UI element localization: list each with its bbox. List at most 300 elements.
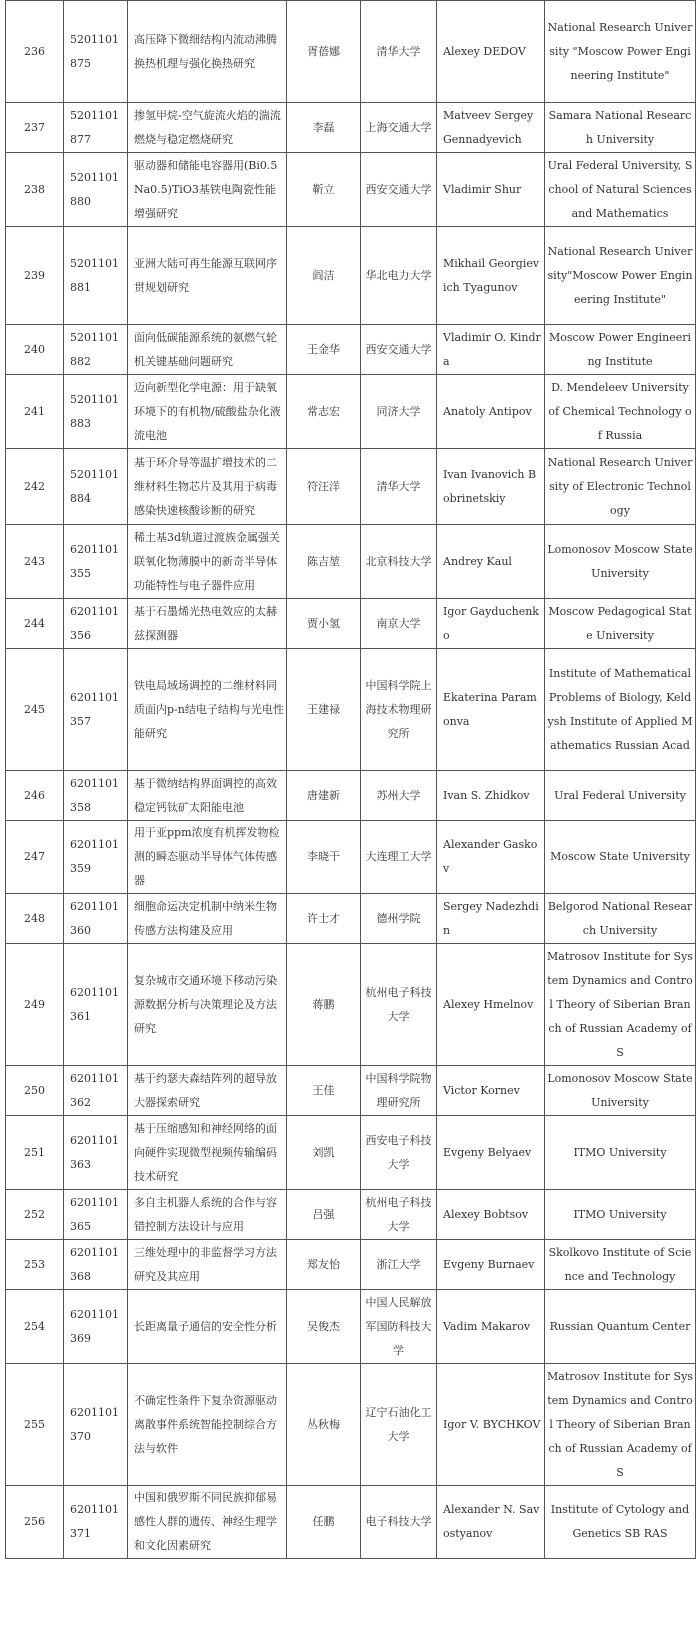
project-table bbox=[5, 0, 696, 1559]
chinese-leader-cell bbox=[287, 153, 361, 227]
project-title-cell bbox=[128, 821, 287, 894]
chinese-leader-cell bbox=[287, 599, 361, 649]
russian-institution-cell bbox=[545, 227, 696, 325]
row-number: 256 bbox=[24, 1515, 45, 1528]
row-number: 255 bbox=[24, 1417, 45, 1431]
row-number-cell bbox=[6, 1190, 64, 1240]
chinese-leader-cell bbox=[287, 894, 361, 944]
russian-institution-cell bbox=[545, 649, 696, 771]
russian-leader-cell bbox=[437, 944, 545, 1066]
row-number: 246 bbox=[24, 788, 45, 802]
chinese-leader: 吴俊杰 bbox=[307, 1319, 340, 1333]
project-id: 6201101363 bbox=[70, 1133, 119, 1171]
chinese-institution-cell bbox=[361, 1364, 437, 1486]
chinese-institution: 同济大学 bbox=[376, 404, 421, 418]
project-title-cell bbox=[128, 525, 287, 599]
russian-leader-cell bbox=[437, 1364, 545, 1486]
project-id: 6201101361 bbox=[70, 985, 119, 1023]
project-id: 6201101357 bbox=[70, 690, 119, 728]
project-title-cell bbox=[128, 103, 287, 153]
chinese-leader: 王建禄 bbox=[307, 702, 340, 716]
project-title-cell bbox=[128, 449, 287, 525]
russian-leader-cell bbox=[437, 1290, 545, 1364]
row-number-cell bbox=[6, 821, 64, 894]
russian-leader: Alexander Gaskov bbox=[443, 838, 538, 875]
row-number: 252 bbox=[24, 1207, 45, 1221]
project-id-cell bbox=[64, 1290, 128, 1364]
russian-leader-cell bbox=[437, 599, 545, 649]
table-row bbox=[6, 1486, 696, 1559]
chinese-institution-cell bbox=[361, 103, 437, 153]
chinese-institution: 西安交通大学 bbox=[365, 182, 432, 196]
row-number-cell bbox=[6, 1, 64, 103]
project-title: 驱动器和储能电容器用(Bi0.5Na0.5)TiO3基铁电陶瓷性能增强研究 bbox=[134, 158, 278, 220]
russian-institution-cell bbox=[545, 1116, 696, 1190]
project-title: 铁电局域场调控的二维材料同质面内p-n结电子结构与光电性能研究 bbox=[134, 678, 284, 740]
russian-institution-cell bbox=[545, 894, 696, 944]
project-id-cell bbox=[64, 525, 128, 599]
row-number-cell bbox=[6, 525, 64, 599]
chinese-leader: 刘凯 bbox=[312, 1145, 335, 1159]
chinese-leader-cell bbox=[287, 103, 361, 153]
russian-institution: National Research University"Moscow Power Engineering Institute" bbox=[547, 244, 693, 306]
project-id: 5201101884 bbox=[70, 467, 119, 505]
project-title-cell bbox=[128, 649, 287, 771]
russian-institution: Matrosov Institute for System Dynamics and Control Theory of Siberian Branch of Russian Academy of S bbox=[547, 949, 693, 1059]
russian-institution: Belgorod National Research University bbox=[547, 899, 693, 937]
chinese-leader-cell bbox=[287, 821, 361, 894]
russian-leader: Evgeny Burnaev bbox=[443, 1257, 535, 1271]
russian-leader-cell bbox=[437, 449, 545, 525]
row-number-cell bbox=[6, 1066, 64, 1116]
project-title: 高压降下微细结构内流动沸腾换热机理与强化换热研究 bbox=[134, 32, 277, 70]
project-id: 5201101883 bbox=[70, 392, 119, 430]
row-number-cell bbox=[6, 1364, 64, 1486]
table-row bbox=[6, 599, 696, 649]
chinese-leader: 陈吉堃 bbox=[307, 554, 340, 568]
row-number: 250 bbox=[24, 1083, 45, 1097]
chinese-leader-cell bbox=[287, 944, 361, 1066]
chinese-institution: 中国科学院上海技术物理研究所 bbox=[365, 678, 432, 740]
chinese-institution-cell bbox=[361, 649, 437, 771]
chinese-leader: 王佳 bbox=[312, 1083, 335, 1097]
russian-leader: Ivan S. Zhidkov bbox=[443, 788, 530, 802]
project-title: 用于亚ppm浓度有机挥发物检测的瞬态驱动半导体气体传感器 bbox=[134, 826, 280, 887]
table-row bbox=[6, 1290, 696, 1364]
chinese-leader: 任鹏 bbox=[312, 1515, 335, 1528]
russian-institution-cell bbox=[545, 1486, 696, 1559]
chinese-institution-cell bbox=[361, 525, 437, 599]
russian-leader-cell bbox=[437, 1240, 545, 1290]
russian-leader-cell bbox=[437, 375, 545, 449]
chinese-leader: 贾小氢 bbox=[307, 616, 340, 630]
chinese-leader-cell bbox=[287, 1240, 361, 1290]
row-number-cell bbox=[6, 649, 64, 771]
project-title: 中国和俄罗斯不同民族抑郁易感性人群的遗传、神经生理学和文化因素研究 bbox=[134, 1491, 277, 1552]
chinese-institution: 清华大学 bbox=[376, 44, 421, 58]
russian-institution: Lomonosov Moscow State University bbox=[547, 1071, 693, 1109]
project-id: 6201101355 bbox=[70, 542, 119, 580]
row-number: 251 bbox=[24, 1145, 45, 1159]
project-id: 6201101362 bbox=[70, 1071, 119, 1109]
chinese-institution: 华北电力大学 bbox=[365, 268, 432, 282]
row-number: 253 bbox=[24, 1257, 45, 1271]
chinese-institution: 北京科技大学 bbox=[365, 554, 432, 568]
russian-institution: ITMO University bbox=[573, 1145, 667, 1159]
russian-leader: Igor V. BYCHKOV bbox=[443, 1417, 541, 1431]
project-id-cell bbox=[64, 153, 128, 227]
russian-leader-cell bbox=[437, 1066, 545, 1116]
russian-leader: Sergey Nadezhdin bbox=[443, 899, 539, 937]
chinese-leader-cell bbox=[287, 227, 361, 325]
table-row bbox=[6, 1190, 696, 1240]
chinese-institution: 杭州电子科技大学 bbox=[365, 1195, 432, 1233]
russian-leader-cell bbox=[437, 649, 545, 771]
chinese-leader: 王金华 bbox=[307, 342, 340, 356]
russian-leader-cell bbox=[437, 1, 545, 103]
table-row bbox=[6, 944, 696, 1066]
russian-institution-cell bbox=[545, 1066, 696, 1116]
row-number-cell bbox=[6, 375, 64, 449]
project-id: 6201101356 bbox=[70, 604, 119, 642]
row-number-cell bbox=[6, 1240, 64, 1290]
project-title: 三维处理中的非监督学习方法研究及其应用 bbox=[134, 1245, 277, 1283]
table-row bbox=[6, 153, 696, 227]
row-number-cell bbox=[6, 1290, 64, 1364]
russian-institution: Moscow State University bbox=[550, 850, 690, 863]
project-id-cell bbox=[64, 1364, 128, 1486]
row-number-cell bbox=[6, 103, 64, 153]
row-number: 249 bbox=[24, 997, 45, 1011]
chinese-leader: 蒋鹏 bbox=[312, 997, 335, 1011]
project-id-cell bbox=[64, 1190, 128, 1240]
russian-institution-cell bbox=[545, 771, 696, 821]
project-title: 迈向新型化学电源：用于缺氧环境下的有机物/硫酸盐杂化液流电池 bbox=[134, 380, 281, 442]
russian-leader: Anatoly Antipov bbox=[443, 404, 532, 418]
project-id: 5201101880 bbox=[70, 170, 119, 208]
chinese-leader-cell bbox=[287, 771, 361, 821]
russian-institution: Lomonosov Moscow State University bbox=[547, 542, 693, 580]
russian-leader-cell bbox=[437, 894, 545, 944]
row-number: 247 bbox=[24, 850, 45, 863]
project-id-cell bbox=[64, 894, 128, 944]
chinese-leader-cell bbox=[287, 649, 361, 771]
table-row bbox=[6, 325, 696, 375]
project-title: 面向低碳能源系统的氨燃气轮机关键基础问题研究 bbox=[134, 330, 277, 368]
russian-leader-cell bbox=[437, 1486, 545, 1559]
project-title-cell bbox=[128, 1364, 287, 1486]
russian-leader: Vladimir O. Kindra bbox=[443, 330, 541, 368]
project-id: 6201101359 bbox=[70, 838, 119, 875]
project-id-cell bbox=[64, 599, 128, 649]
russian-leader-cell bbox=[437, 1116, 545, 1190]
project-title: 基于微纳结构界面调控的高效稳定钙钛矿太阳能电池 bbox=[134, 776, 277, 814]
row-number: 238 bbox=[24, 182, 45, 196]
project-id: 6201101368 bbox=[70, 1245, 119, 1283]
table-row bbox=[6, 1, 696, 103]
chinese-institution: 西安电子科技大学 bbox=[365, 1133, 432, 1171]
table-row bbox=[6, 449, 696, 525]
project-table-page bbox=[5, 0, 695, 1559]
chinese-institution-cell bbox=[361, 1240, 437, 1290]
project-title-cell bbox=[128, 894, 287, 944]
project-title: 基于约瑟夫森结阵列的超导放大器探索研究 bbox=[134, 1071, 277, 1109]
table-row bbox=[6, 1116, 696, 1190]
chinese-institution-cell bbox=[361, 944, 437, 1066]
chinese-institution-cell bbox=[361, 375, 437, 449]
project-id: 6201101360 bbox=[70, 899, 119, 937]
project-id-cell bbox=[64, 227, 128, 325]
row-number: 248 bbox=[24, 911, 45, 925]
russian-institution: Skolkovo Institute of Science and Technology bbox=[548, 1245, 692, 1283]
chinese-institution-cell bbox=[361, 1, 437, 103]
chinese-leader-cell bbox=[287, 1, 361, 103]
chinese-leader-cell bbox=[287, 1066, 361, 1116]
project-title: 基于石墨烯光热电效应的太赫兹探测器 bbox=[134, 604, 277, 642]
chinese-leader-cell bbox=[287, 1486, 361, 1559]
project-id-cell bbox=[64, 1, 128, 103]
table-row bbox=[6, 649, 696, 771]
project-title: 不确定性条件下复杂资源驱动离散事件系统智能控制综合方法与软件 bbox=[134, 1393, 277, 1455]
table-row bbox=[6, 103, 696, 153]
project-title: 亚洲大陆可再生能源互联网序贯规划研究 bbox=[134, 256, 277, 294]
table-row bbox=[6, 821, 696, 894]
russian-institution: Ural Federal University, School of Natural Sciences and Mathematics bbox=[547, 158, 693, 220]
project-title-cell bbox=[128, 375, 287, 449]
project-title-cell bbox=[128, 944, 287, 1066]
chinese-institution-cell bbox=[361, 227, 437, 325]
chinese-institution-cell bbox=[361, 1116, 437, 1190]
row-number: 241 bbox=[24, 404, 45, 418]
project-id: 6201101369 bbox=[70, 1307, 119, 1345]
row-number: 244 bbox=[24, 616, 45, 630]
project-id-cell bbox=[64, 103, 128, 153]
project-title: 基于压缩感知和神经网络的面向硬件实现微型视频传输编码技术研究 bbox=[134, 1121, 277, 1183]
table-row bbox=[6, 894, 696, 944]
russian-leader: Matveev Sergey Gennadyevich bbox=[443, 108, 534, 146]
table-row bbox=[6, 1364, 696, 1486]
russian-institution-cell bbox=[545, 449, 696, 525]
russian-leader: Evgeny Belyaev bbox=[443, 1145, 532, 1159]
russian-leader-cell bbox=[437, 1190, 545, 1240]
project-title-cell bbox=[128, 1290, 287, 1364]
russian-leader: Ekaterina Paramonva bbox=[443, 690, 537, 728]
table-row bbox=[6, 525, 696, 599]
project-title: 长距离量子通信的安全性分析 bbox=[134, 1319, 277, 1333]
chinese-institution-cell bbox=[361, 1486, 437, 1559]
project-title: 基于环介导等温扩增技术的二维材料生物芯片及其用于病毒感染快速核酸诊断的研究 bbox=[134, 455, 277, 517]
russian-leader: Alexey Bobtsov bbox=[443, 1207, 529, 1221]
russian-leader-cell bbox=[437, 821, 545, 894]
chinese-institution: 清华大学 bbox=[376, 479, 421, 493]
russian-institution: Institute of Mathematical Problems of Biology, Keldysh Institute of Applied Mathematics Russian Acad bbox=[547, 666, 693, 752]
russian-institution: ITMO University bbox=[573, 1207, 667, 1221]
russian-leader-cell bbox=[437, 771, 545, 821]
russian-leader-cell bbox=[437, 227, 545, 325]
row-number-cell bbox=[6, 153, 64, 227]
project-title: 掺氢甲烷-空气旋流火焰的湍流燃烧与稳定燃烧研究 bbox=[134, 108, 281, 146]
chinese-institution-cell bbox=[361, 449, 437, 525]
chinese-institution: 辽宁石油化工大学 bbox=[365, 1405, 432, 1443]
project-id-cell bbox=[64, 449, 128, 525]
row-number: 240 bbox=[24, 342, 45, 356]
chinese-institution-cell bbox=[361, 894, 437, 944]
project-id: 5201101875 bbox=[70, 32, 119, 70]
chinese-institution-cell bbox=[361, 599, 437, 649]
project-title-cell bbox=[128, 771, 287, 821]
chinese-leader-cell bbox=[287, 449, 361, 525]
chinese-leader-cell bbox=[287, 325, 361, 375]
chinese-leader: 靳立 bbox=[312, 182, 335, 196]
chinese-institution-cell bbox=[361, 1290, 437, 1364]
russian-institution-cell bbox=[545, 1190, 696, 1240]
russian-institution: National Research University of Electronic Technology bbox=[547, 455, 693, 517]
chinese-leader-cell bbox=[287, 1290, 361, 1364]
russian-institution-cell bbox=[545, 375, 696, 449]
project-title-cell bbox=[128, 325, 287, 375]
row-number-cell bbox=[6, 894, 64, 944]
project-title-cell bbox=[128, 153, 287, 227]
russian-institution-cell bbox=[545, 1290, 696, 1364]
chinese-institution: 南京大学 bbox=[376, 616, 421, 630]
row-number: 254 bbox=[24, 1319, 45, 1333]
chinese-institution: 浙江大学 bbox=[376, 1257, 421, 1271]
row-number-cell bbox=[6, 599, 64, 649]
chinese-leader: 胥蓓娜 bbox=[307, 44, 340, 58]
table-row bbox=[6, 1240, 696, 1290]
chinese-institution-cell bbox=[361, 771, 437, 821]
chinese-leader-cell bbox=[287, 1116, 361, 1190]
russian-institution: Institute of Cytology and Genetics SB RAS bbox=[550, 1503, 690, 1540]
row-number: 236 bbox=[24, 44, 45, 58]
chinese-leader-cell bbox=[287, 525, 361, 599]
russian-institution-cell bbox=[545, 525, 696, 599]
project-id: 6201101371 bbox=[70, 1503, 119, 1540]
russian-institution: Ural Federal University bbox=[554, 788, 686, 802]
project-title: 稀土基3d轨道过渡族金属强关联氧化物薄膜中的新奇半导体功能特性与电子器件应用 bbox=[134, 530, 281, 592]
russian-institution: Russian Quantum Center bbox=[549, 1319, 691, 1333]
russian-leader-cell bbox=[437, 153, 545, 227]
project-id-cell bbox=[64, 1240, 128, 1290]
project-id: 5201101877 bbox=[70, 108, 119, 146]
project-title-cell bbox=[128, 1240, 287, 1290]
chinese-institution-cell bbox=[361, 821, 437, 894]
chinese-institution: 苏州大学 bbox=[376, 788, 421, 802]
chinese-leader: 吕强 bbox=[312, 1207, 335, 1221]
russian-institution-cell bbox=[545, 599, 696, 649]
project-id: 6201101358 bbox=[70, 776, 119, 814]
russian-institution-cell bbox=[545, 821, 696, 894]
project-id: 5201101881 bbox=[70, 256, 119, 294]
russian-institution-cell bbox=[545, 153, 696, 227]
russian-institution: D. Mendeleev University of Chemical Technology of Russia bbox=[548, 380, 692, 442]
row-number-cell bbox=[6, 944, 64, 1066]
russian-institution-cell bbox=[545, 1, 696, 103]
russian-institution: Moscow Pedagogical State University bbox=[548, 604, 692, 642]
table-row bbox=[6, 375, 696, 449]
project-title: 细胞命运决定机制中纳米生物传感方法构建及应用 bbox=[134, 899, 277, 937]
project-id: 6201101370 bbox=[70, 1405, 119, 1443]
russian-institution-cell bbox=[545, 1364, 696, 1486]
project-id-cell bbox=[64, 1116, 128, 1190]
russian-leader: Vadim Makarov bbox=[443, 1319, 531, 1333]
chinese-institution-cell bbox=[361, 325, 437, 375]
row-number: 245 bbox=[24, 702, 45, 716]
project-title-cell bbox=[128, 1066, 287, 1116]
project-title-cell bbox=[128, 1, 287, 103]
russian-leader: Mikhail Georgievich Tyagunov bbox=[443, 256, 540, 294]
chinese-leader-cell bbox=[287, 375, 361, 449]
russian-leader: Igor Gayduchenko bbox=[443, 604, 539, 642]
project-id: 6201101365 bbox=[70, 1195, 119, 1233]
project-title-cell bbox=[128, 1486, 287, 1559]
chinese-institution: 杭州电子科技大学 bbox=[365, 985, 432, 1023]
russian-institution-cell bbox=[545, 325, 696, 375]
chinese-leader: 丛秋梅 bbox=[307, 1417, 340, 1431]
project-title-cell bbox=[128, 599, 287, 649]
russian-institution: Matrosov Institute for System Dynamics and Control Theory of Siberian Branch of Russian Academy of S bbox=[547, 1369, 693, 1479]
russian-leader: Victor Kornev bbox=[443, 1083, 520, 1097]
project-id-cell bbox=[64, 821, 128, 894]
row-number-cell bbox=[6, 1486, 64, 1559]
row-number: 237 bbox=[24, 120, 45, 134]
project-title-cell bbox=[128, 227, 287, 325]
russian-institution: Samara National Research University bbox=[548, 108, 692, 146]
russian-leader-cell bbox=[437, 525, 545, 599]
russian-leader: Andrey Kaul bbox=[443, 554, 512, 568]
table-row bbox=[6, 227, 696, 325]
chinese-leader: 许士才 bbox=[307, 911, 340, 925]
table-row bbox=[6, 771, 696, 821]
chinese-institution-cell bbox=[361, 1066, 437, 1116]
chinese-institution: 电子科技大学 bbox=[365, 1515, 432, 1528]
russian-leader: Vladimir Shur bbox=[443, 182, 522, 196]
chinese-leader: 阎洁 bbox=[312, 268, 335, 282]
chinese-institution-cell bbox=[361, 1190, 437, 1240]
russian-institution-cell bbox=[545, 1240, 696, 1290]
chinese-leader-cell bbox=[287, 1364, 361, 1486]
row-number-cell bbox=[6, 771, 64, 821]
project-id-cell bbox=[64, 1066, 128, 1116]
russian-institution-cell bbox=[545, 944, 696, 1066]
project-id-cell bbox=[64, 1486, 128, 1559]
row-number: 239 bbox=[24, 268, 45, 282]
russian-institution-cell bbox=[545, 103, 696, 153]
row-number-cell bbox=[6, 325, 64, 375]
project-id-cell bbox=[64, 771, 128, 821]
row-number-cell bbox=[6, 227, 64, 325]
chinese-leader: 李晓干 bbox=[307, 850, 340, 863]
russian-leader: Ivan Ivanovich Bobrinetskiy bbox=[443, 467, 537, 505]
chinese-institution: 德州学院 bbox=[376, 911, 421, 925]
project-title-cell bbox=[128, 1190, 287, 1240]
russian-leader-cell bbox=[437, 103, 545, 153]
russian-leader: Alexey DEDOV bbox=[443, 44, 526, 58]
chinese-institution: 中国科学院物理研究所 bbox=[365, 1071, 432, 1109]
chinese-institution-cell bbox=[361, 153, 437, 227]
table-row bbox=[6, 1066, 696, 1116]
row-number: 243 bbox=[24, 554, 45, 568]
chinese-leader: 唐建新 bbox=[307, 788, 340, 802]
chinese-institution: 大连理工大学 bbox=[365, 850, 432, 863]
russian-leader: Alexey Hmelnov bbox=[443, 997, 534, 1011]
russian-leader-cell bbox=[437, 325, 545, 375]
chinese-leader: 常志宏 bbox=[307, 404, 340, 418]
project-title-cell bbox=[128, 1116, 287, 1190]
chinese-leader-cell bbox=[287, 1190, 361, 1240]
chinese-institution: 上海交通大学 bbox=[365, 120, 432, 134]
chinese-institution: 中国人民解放军国防科技大学 bbox=[365, 1295, 432, 1357]
